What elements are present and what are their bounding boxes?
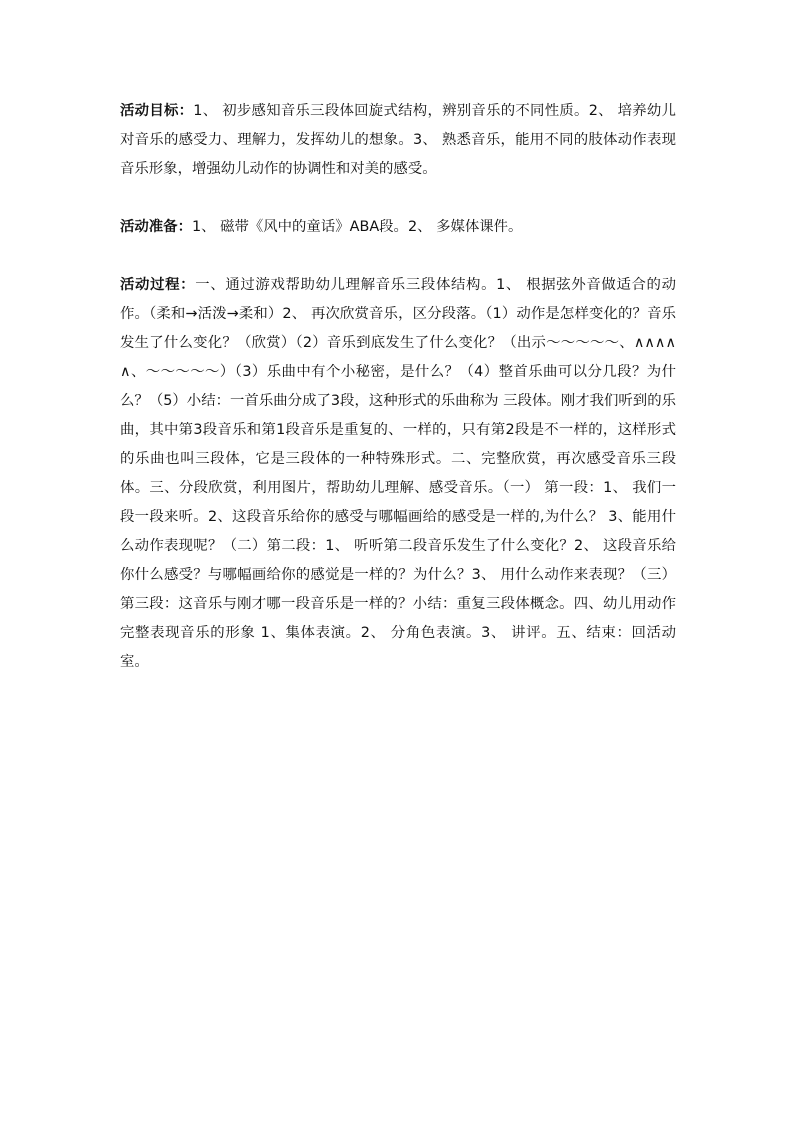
document-body (120, 97, 676, 677)
activity-goals-paragraph (120, 97, 676, 184)
activity-process-text: 一、通过游戏帮助幼儿理解音乐三段体结构。1、 根据弦外音做适合的动作。（柔和→活泼→柔和）2、 再次欣赏音乐，区分段落。（1）动作是怎样变化的？音乐发生了什么变化？（欣赏）（2）音乐到底发生了什么变化？（出示～～～～～、∧∧∧∧∧、～～～～～）（3）乐曲中有个小秘密，是什么？（4）整首乐曲可以分几段？为什么？（5）小结：一首乐曲分成了3段，这种形式的乐曲称为 三段体。刚才我们听到的乐曲，其中第3段音乐和第1段音乐是重复的、一样的，只有第2段是不一样的，这样形式的乐曲也叫三段体，它是三段体的一种特殊形式。二、完整欣赏，再次感受音乐三段体。三、分段欣赏，利用图片，帮助幼儿理解、感受音乐。（一） 第一段：1、 我们一段一段来听。2、这段音乐给你的感受与哪幅画给的感受是一样的,为什么？ 3、能用什么动作表现呢？（二）第二段：1、 听听第二段音乐发生了什么变化？2、 这段音乐给你什么感受？与哪幅画给你的感觉是一样的？为什么？3、 用什么动作来表现？（三）第三段：这音乐与刚才哪一段音乐是一样的？小结：重复三段体概念。四、幼儿用动作完整表现音乐的形象 1、集体表演。2、 分角色表演。3、 讲评。五、结束：回活动室。 (120, 277, 676, 670)
activity-preparation-label: 活动准备： (120, 219, 192, 235)
activity-process-paragraph (120, 271, 676, 677)
activity-preparation-paragraph (120, 213, 676, 242)
activity-preparation-text: 1、 磁带《风中的童话》ABA段。2、 多媒体课件。 (191, 219, 523, 235)
activity-process-label: 活动过程： (120, 277, 196, 293)
activity-goals-text: 1、 初步感知音乐三段体回旋式结构，辨别音乐的不同性质。2、 培养幼儿对音乐的感受力、理解力，发挥幼儿的想象。3、 熟悉音乐，能用不同的肢体动作表现音乐形象，增强幼儿动作的协调性和对美的感受。 (120, 103, 676, 177)
activity-goals-label: 活动目标： (120, 103, 194, 119)
